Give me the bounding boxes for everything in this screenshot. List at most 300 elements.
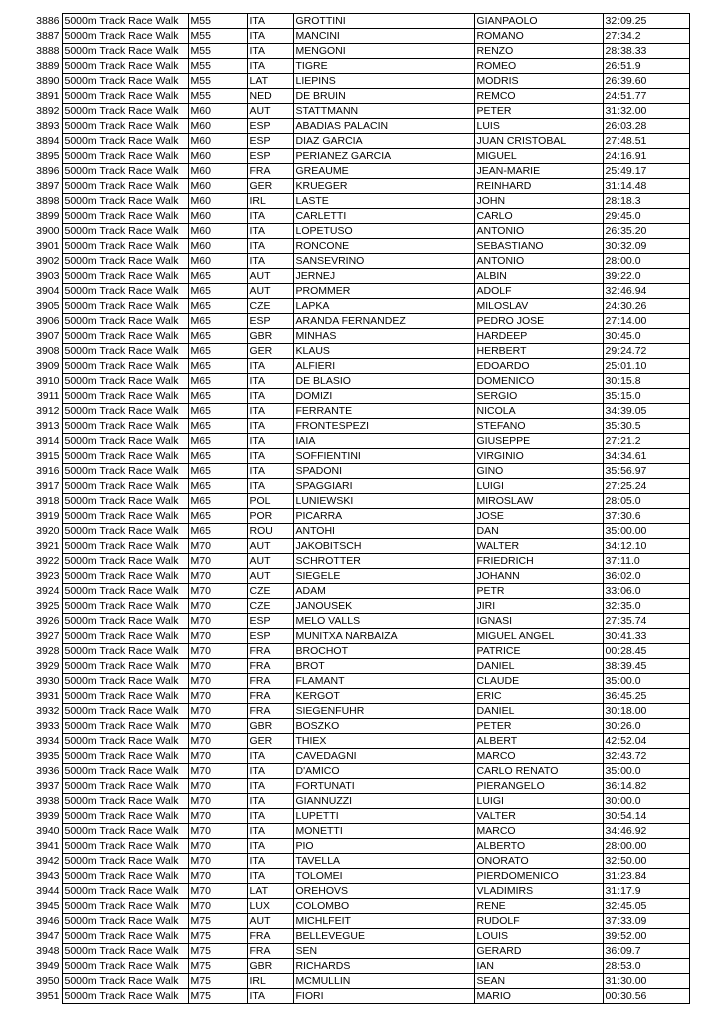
table-row bbox=[31, 284, 689, 299]
event-cell: 5000m Track Race Walk bbox=[62, 509, 188, 524]
nation-cell: GER bbox=[247, 344, 293, 359]
table-row bbox=[31, 704, 689, 719]
row-number: 3946 bbox=[36, 915, 60, 927]
row-number: 3902 bbox=[36, 255, 60, 267]
row-number: 3920 bbox=[36, 525, 60, 537]
event-cell: 5000m Track Race Walk bbox=[62, 239, 188, 254]
first-name-cell: VALTER bbox=[474, 809, 603, 824]
table-row bbox=[31, 404, 689, 419]
event-cell: 5000m Track Race Walk bbox=[62, 494, 188, 509]
event-cell: 5000m Track Race Walk bbox=[62, 149, 188, 164]
nation-cell: AUT bbox=[247, 269, 293, 284]
category-cell: M65 bbox=[188, 329, 247, 344]
first-name-cell: IGNASI bbox=[474, 614, 603, 629]
time-cell: 30:18.00 bbox=[603, 704, 689, 719]
surname-cell: CAVEDAGNI bbox=[293, 749, 474, 764]
row-number: 3939 bbox=[36, 810, 60, 822]
first-name-cell: REINHARD bbox=[474, 179, 603, 194]
time-cell: 30:45.0 bbox=[603, 329, 689, 344]
time-cell: 30:15.8 bbox=[603, 374, 689, 389]
table-row bbox=[31, 614, 689, 629]
nation-cell: FRA bbox=[247, 164, 293, 179]
table-row bbox=[31, 14, 689, 29]
nation-cell: ITA bbox=[247, 224, 293, 239]
surname-cell: TIGRE bbox=[293, 59, 474, 74]
event-cell: 5000m Track Race Walk bbox=[62, 284, 188, 299]
row-number: 3930 bbox=[36, 675, 60, 687]
surname-cell: KRUEGER bbox=[293, 179, 474, 194]
surname-cell: SIEGELE bbox=[293, 569, 474, 584]
row-number: 3936 bbox=[36, 765, 60, 777]
first-name-cell: REMCO bbox=[474, 89, 603, 104]
event-cell: 5000m Track Race Walk bbox=[62, 959, 188, 974]
category-cell: M70 bbox=[188, 539, 247, 554]
time-cell: 30:00.0 bbox=[603, 794, 689, 809]
time-cell: 38:39.45 bbox=[603, 659, 689, 674]
category-cell: M70 bbox=[188, 839, 247, 854]
first-name-cell: WALTER bbox=[474, 539, 603, 554]
time-cell: 24:30.26 bbox=[603, 299, 689, 314]
row-number: 3891 bbox=[36, 90, 60, 102]
nation-cell: GBR bbox=[247, 719, 293, 734]
surname-cell: FERRANTE bbox=[293, 404, 474, 419]
surname-cell: DE BRUIN bbox=[293, 89, 474, 104]
time-cell: 27:21.2 bbox=[603, 434, 689, 449]
nation-cell: ITA bbox=[247, 434, 293, 449]
row-number: 3927 bbox=[36, 630, 60, 642]
nation-cell: LAT bbox=[247, 884, 293, 899]
event-cell: 5000m Track Race Walk bbox=[62, 359, 188, 374]
time-cell: 42:52.04 bbox=[603, 734, 689, 749]
category-cell: M65 bbox=[188, 359, 247, 374]
table-row bbox=[31, 164, 689, 179]
category-cell: M70 bbox=[188, 824, 247, 839]
category-cell: M65 bbox=[188, 464, 247, 479]
category-cell: M70 bbox=[188, 884, 247, 899]
surname-cell: JANOUSEK bbox=[293, 599, 474, 614]
time-cell: 26:39.60 bbox=[603, 74, 689, 89]
table-row bbox=[31, 539, 689, 554]
first-name-cell: PETER bbox=[474, 719, 603, 734]
category-cell: M75 bbox=[188, 929, 247, 944]
event-cell: 5000m Track Race Walk bbox=[62, 74, 188, 89]
category-cell: M70 bbox=[188, 659, 247, 674]
surname-cell: MCMULLIN bbox=[293, 974, 474, 989]
table-row bbox=[31, 194, 689, 209]
category-cell: M55 bbox=[188, 14, 247, 29]
nation-cell: ESP bbox=[247, 629, 293, 644]
time-cell: 28:53.0 bbox=[603, 959, 689, 974]
first-name-cell: LUIS bbox=[474, 119, 603, 134]
table-row bbox=[31, 914, 689, 929]
row-number: 3934 bbox=[36, 735, 60, 747]
first-name-cell: GIUSEPPE bbox=[474, 434, 603, 449]
event-cell: 5000m Track Race Walk bbox=[62, 389, 188, 404]
surname-cell: SPADONI bbox=[293, 464, 474, 479]
time-cell: 36:02.0 bbox=[603, 569, 689, 584]
category-cell: M65 bbox=[188, 509, 247, 524]
time-cell: 26:03.28 bbox=[603, 119, 689, 134]
table-row bbox=[31, 449, 689, 464]
nation-cell: CZE bbox=[247, 299, 293, 314]
event-cell: 5000m Track Race Walk bbox=[62, 899, 188, 914]
table-row bbox=[31, 89, 689, 104]
category-cell: M65 bbox=[188, 494, 247, 509]
category-cell: M65 bbox=[188, 479, 247, 494]
row-number: 3898 bbox=[36, 195, 60, 207]
row-number: 3931 bbox=[36, 690, 60, 702]
table-row bbox=[31, 59, 689, 74]
time-cell: 27:25.24 bbox=[603, 479, 689, 494]
event-cell: 5000m Track Race Walk bbox=[62, 464, 188, 479]
surname-cell: ADAM bbox=[293, 584, 474, 599]
time-cell: 31:30.00 bbox=[603, 974, 689, 989]
first-name-cell: STEFANO bbox=[474, 419, 603, 434]
first-name-cell: PETER bbox=[474, 104, 603, 119]
first-name-cell: ROMANO bbox=[474, 29, 603, 44]
event-cell: 5000m Track Race Walk bbox=[62, 614, 188, 629]
nation-cell: ESP bbox=[247, 149, 293, 164]
time-cell: 35:56.97 bbox=[603, 464, 689, 479]
time-cell: 27:48.51 bbox=[603, 134, 689, 149]
category-cell: M65 bbox=[188, 314, 247, 329]
category-cell: M70 bbox=[188, 674, 247, 689]
time-cell: 39:52.00 bbox=[603, 929, 689, 944]
event-cell: 5000m Track Race Walk bbox=[62, 569, 188, 584]
time-cell: 25:49.17 bbox=[603, 164, 689, 179]
time-cell: 37:11.0 bbox=[603, 554, 689, 569]
surname-cell: FORTUNATI bbox=[293, 779, 474, 794]
row-number: 3888 bbox=[36, 45, 60, 57]
surname-cell: TOLOMEI bbox=[293, 869, 474, 884]
first-name-cell: CARLO RENATO bbox=[474, 764, 603, 779]
time-cell: 26:35.20 bbox=[603, 224, 689, 239]
nation-cell: LAT bbox=[247, 74, 293, 89]
table-row bbox=[31, 644, 689, 659]
first-name-cell: MILOSLAV bbox=[474, 299, 603, 314]
event-cell: 5000m Track Race Walk bbox=[62, 914, 188, 929]
time-cell: 32:45.05 bbox=[603, 899, 689, 914]
surname-cell: D'AMICO bbox=[293, 764, 474, 779]
category-cell: M70 bbox=[188, 704, 247, 719]
row-number: 3923 bbox=[36, 570, 60, 582]
category-cell: M65 bbox=[188, 374, 247, 389]
category-cell: M65 bbox=[188, 299, 247, 314]
row-number: 3913 bbox=[36, 420, 60, 432]
nation-cell: ITA bbox=[247, 989, 293, 1004]
surname-cell: ALFIERI bbox=[293, 359, 474, 374]
table-row bbox=[31, 224, 689, 239]
time-cell: 35:00.00 bbox=[603, 524, 689, 539]
event-cell: 5000m Track Race Walk bbox=[62, 449, 188, 464]
surname-cell: MANCINI bbox=[293, 29, 474, 44]
time-cell: 35:30.5 bbox=[603, 419, 689, 434]
event-cell: 5000m Track Race Walk bbox=[62, 869, 188, 884]
first-name-cell: CLAUDE bbox=[474, 674, 603, 689]
table-row bbox=[31, 719, 689, 734]
nation-cell: ESP bbox=[247, 134, 293, 149]
category-cell: M75 bbox=[188, 959, 247, 974]
row-number: 3897 bbox=[36, 180, 60, 192]
surname-cell: IAIA bbox=[293, 434, 474, 449]
table-row bbox=[31, 134, 689, 149]
event-cell: 5000m Track Race Walk bbox=[62, 59, 188, 74]
surname-cell: BROT bbox=[293, 659, 474, 674]
surname-cell: COLOMBO bbox=[293, 899, 474, 914]
surname-cell: ABADIAS PALACIN bbox=[293, 119, 474, 134]
category-cell: M55 bbox=[188, 44, 247, 59]
event-cell: 5000m Track Race Walk bbox=[62, 299, 188, 314]
time-cell: 34:34.61 bbox=[603, 449, 689, 464]
time-cell: 36:14.82 bbox=[603, 779, 689, 794]
time-cell: 30:26.0 bbox=[603, 719, 689, 734]
first-name-cell: JEAN-MARIE bbox=[474, 164, 603, 179]
surname-cell: MELO VALLS bbox=[293, 614, 474, 629]
surname-cell: FRONTESPEZI bbox=[293, 419, 474, 434]
first-name-cell: MIROSLAW bbox=[474, 494, 603, 509]
table-row bbox=[31, 809, 689, 824]
time-cell: 31:23.84 bbox=[603, 869, 689, 884]
nation-cell: ITA bbox=[247, 854, 293, 869]
event-cell: 5000m Track Race Walk bbox=[62, 524, 188, 539]
time-cell: 35:00.0 bbox=[603, 764, 689, 779]
table-row bbox=[31, 659, 689, 674]
time-cell: 28:00.00 bbox=[603, 839, 689, 854]
nation-cell: ITA bbox=[247, 254, 293, 269]
category-cell: M70 bbox=[188, 689, 247, 704]
row-number: 3917 bbox=[36, 480, 60, 492]
time-cell: 34:39.05 bbox=[603, 404, 689, 419]
event-cell: 5000m Track Race Walk bbox=[62, 14, 188, 29]
event-cell: 5000m Track Race Walk bbox=[62, 989, 188, 1004]
row-number: 3893 bbox=[36, 120, 60, 132]
table-row bbox=[31, 494, 689, 509]
surname-cell: MINHAS bbox=[293, 329, 474, 344]
category-cell: M55 bbox=[188, 74, 247, 89]
first-name-cell: MARIO bbox=[474, 989, 603, 1004]
surname-cell: SIEGENFUHR bbox=[293, 704, 474, 719]
table-row bbox=[31, 899, 689, 914]
table-row bbox=[31, 74, 689, 89]
time-cell: 00:30.56 bbox=[603, 989, 689, 1004]
category-cell: M55 bbox=[188, 89, 247, 104]
event-cell: 5000m Track Race Walk bbox=[62, 704, 188, 719]
table-row bbox=[31, 464, 689, 479]
first-name-cell: PEDRO JOSE bbox=[474, 314, 603, 329]
event-cell: 5000m Track Race Walk bbox=[62, 584, 188, 599]
event-cell: 5000m Track Race Walk bbox=[62, 344, 188, 359]
category-cell: M60 bbox=[188, 239, 247, 254]
first-name-cell: RUDOLF bbox=[474, 914, 603, 929]
table-row bbox=[31, 254, 689, 269]
nation-cell: AUT bbox=[247, 104, 293, 119]
nation-cell: FRA bbox=[247, 659, 293, 674]
surname-cell: LUPETTI bbox=[293, 809, 474, 824]
surname-cell: SEN bbox=[293, 944, 474, 959]
row-number: 3950 bbox=[36, 975, 60, 987]
row-number: 3903 bbox=[36, 270, 60, 282]
nation-cell: IRL bbox=[247, 194, 293, 209]
category-cell: M70 bbox=[188, 794, 247, 809]
nation-cell: ITA bbox=[247, 29, 293, 44]
event-cell: 5000m Track Race Walk bbox=[62, 659, 188, 674]
first-name-cell: JOSE bbox=[474, 509, 603, 524]
row-number: 3906 bbox=[36, 315, 60, 327]
table-row bbox=[31, 764, 689, 779]
event-cell: 5000m Track Race Walk bbox=[62, 209, 188, 224]
table-row bbox=[31, 434, 689, 449]
time-cell: 37:30.6 bbox=[603, 509, 689, 524]
row-number: 3919 bbox=[36, 510, 60, 522]
time-cell: 00:28.45 bbox=[603, 644, 689, 659]
first-name-cell: JIRI bbox=[474, 599, 603, 614]
row-number: 3947 bbox=[36, 930, 60, 942]
category-cell: M60 bbox=[188, 179, 247, 194]
surname-cell: GIANNUZZI bbox=[293, 794, 474, 809]
event-cell: 5000m Track Race Walk bbox=[62, 44, 188, 59]
first-name-cell: LUIGI bbox=[474, 479, 603, 494]
table-row bbox=[31, 779, 689, 794]
time-cell: 28:00.0 bbox=[603, 254, 689, 269]
nation-cell: ITA bbox=[247, 839, 293, 854]
time-cell: 29:45.0 bbox=[603, 209, 689, 224]
nation-cell: FRA bbox=[247, 944, 293, 959]
surname-cell: PROMMER bbox=[293, 284, 474, 299]
category-cell: M70 bbox=[188, 719, 247, 734]
row-number: 3910 bbox=[36, 375, 60, 387]
surname-cell: SCHROTTER bbox=[293, 554, 474, 569]
surname-cell: CARLETTI bbox=[293, 209, 474, 224]
table-row bbox=[31, 524, 689, 539]
surname-cell: GROTTINI bbox=[293, 14, 474, 29]
category-cell: M65 bbox=[188, 449, 247, 464]
row-number: 3926 bbox=[36, 615, 60, 627]
event-cell: 5000m Track Race Walk bbox=[62, 824, 188, 839]
row-number: 3901 bbox=[36, 240, 60, 252]
nation-cell: FRA bbox=[247, 704, 293, 719]
row-number: 3925 bbox=[36, 600, 60, 612]
nation-cell: FRA bbox=[247, 929, 293, 944]
time-cell: 30:41.33 bbox=[603, 629, 689, 644]
time-cell: 32:50.00 bbox=[603, 854, 689, 869]
row-number: 3890 bbox=[36, 75, 60, 87]
time-cell: 32:43.72 bbox=[603, 749, 689, 764]
first-name-cell: DANIEL bbox=[474, 659, 603, 674]
first-name-cell: PATRICE bbox=[474, 644, 603, 659]
surname-cell: RONCONE bbox=[293, 239, 474, 254]
table-row bbox=[31, 344, 689, 359]
event-cell: 5000m Track Race Walk bbox=[62, 539, 188, 554]
category-cell: M70 bbox=[188, 854, 247, 869]
first-name-cell: PIERANGELO bbox=[474, 779, 603, 794]
nation-cell: ITA bbox=[247, 809, 293, 824]
surname-cell: JERNEJ bbox=[293, 269, 474, 284]
category-cell: M70 bbox=[188, 584, 247, 599]
table-row bbox=[31, 569, 689, 584]
first-name-cell: RENE bbox=[474, 899, 603, 914]
time-cell: 31:14.48 bbox=[603, 179, 689, 194]
first-name-cell: IAN bbox=[474, 959, 603, 974]
nation-cell: ITA bbox=[247, 59, 293, 74]
table-row bbox=[31, 44, 689, 59]
event-cell: 5000m Track Race Walk bbox=[62, 224, 188, 239]
category-cell: M70 bbox=[188, 569, 247, 584]
event-cell: 5000m Track Race Walk bbox=[62, 929, 188, 944]
surname-cell: SOFFIENTINI bbox=[293, 449, 474, 464]
category-cell: M60 bbox=[188, 209, 247, 224]
surname-cell: THIEX bbox=[293, 734, 474, 749]
first-name-cell: ONORATO bbox=[474, 854, 603, 869]
nation-cell: FRA bbox=[247, 644, 293, 659]
surname-cell: LASTE bbox=[293, 194, 474, 209]
nation-cell: CZE bbox=[247, 584, 293, 599]
first-name-cell: FRIEDRICH bbox=[474, 554, 603, 569]
event-cell: 5000m Track Race Walk bbox=[62, 194, 188, 209]
surname-cell: DE BLASIO bbox=[293, 374, 474, 389]
first-name-cell: ANTONIO bbox=[474, 254, 603, 269]
surname-cell: BROCHOT bbox=[293, 644, 474, 659]
category-cell: M70 bbox=[188, 749, 247, 764]
nation-cell: POL bbox=[247, 494, 293, 509]
event-cell: 5000m Track Race Walk bbox=[62, 314, 188, 329]
nation-cell: ESP bbox=[247, 314, 293, 329]
nation-cell: ITA bbox=[247, 449, 293, 464]
nation-cell: AUT bbox=[247, 569, 293, 584]
category-cell: M70 bbox=[188, 899, 247, 914]
row-number: 3900 bbox=[36, 225, 60, 237]
row-number: 3889 bbox=[36, 60, 60, 72]
nation-cell: ITA bbox=[247, 359, 293, 374]
first-name-cell: DAN bbox=[474, 524, 603, 539]
table-row bbox=[31, 479, 689, 494]
row-number: 3943 bbox=[36, 870, 60, 882]
first-name-cell: JUAN CRISTOBAL bbox=[474, 134, 603, 149]
category-cell: M70 bbox=[188, 869, 247, 884]
first-name-cell: CARLO bbox=[474, 209, 603, 224]
nation-cell: NED bbox=[247, 89, 293, 104]
table-row bbox=[31, 314, 689, 329]
surname-cell: TAVELLA bbox=[293, 854, 474, 869]
surname-cell: DIAZ GARCIA bbox=[293, 134, 474, 149]
event-cell: 5000m Track Race Walk bbox=[62, 809, 188, 824]
category-cell: M60 bbox=[188, 194, 247, 209]
first-name-cell: MIGUEL bbox=[474, 149, 603, 164]
row-number: 3933 bbox=[36, 720, 60, 732]
row-number: 3909 bbox=[36, 360, 60, 372]
category-cell: M75 bbox=[188, 974, 247, 989]
surname-cell: MUNITXA NARBAIZA bbox=[293, 629, 474, 644]
first-name-cell: ADOLF bbox=[474, 284, 603, 299]
table-row bbox=[31, 884, 689, 899]
table-row bbox=[31, 839, 689, 854]
row-number: 3922 bbox=[36, 555, 60, 567]
category-cell: M75 bbox=[188, 944, 247, 959]
nation-cell: CZE bbox=[247, 599, 293, 614]
row-number: 3905 bbox=[36, 300, 60, 312]
category-cell: M70 bbox=[188, 734, 247, 749]
category-cell: M70 bbox=[188, 809, 247, 824]
category-cell: M65 bbox=[188, 344, 247, 359]
table-row bbox=[31, 869, 689, 884]
first-name-cell: NICOLA bbox=[474, 404, 603, 419]
time-cell: 39:22.0 bbox=[603, 269, 689, 284]
time-cell: 31:17.9 bbox=[603, 884, 689, 899]
row-number: 3918 bbox=[36, 495, 60, 507]
time-cell: 34:46.92 bbox=[603, 824, 689, 839]
category-cell: M65 bbox=[188, 419, 247, 434]
category-cell: M70 bbox=[188, 644, 247, 659]
row-number: 3911 bbox=[36, 390, 60, 402]
